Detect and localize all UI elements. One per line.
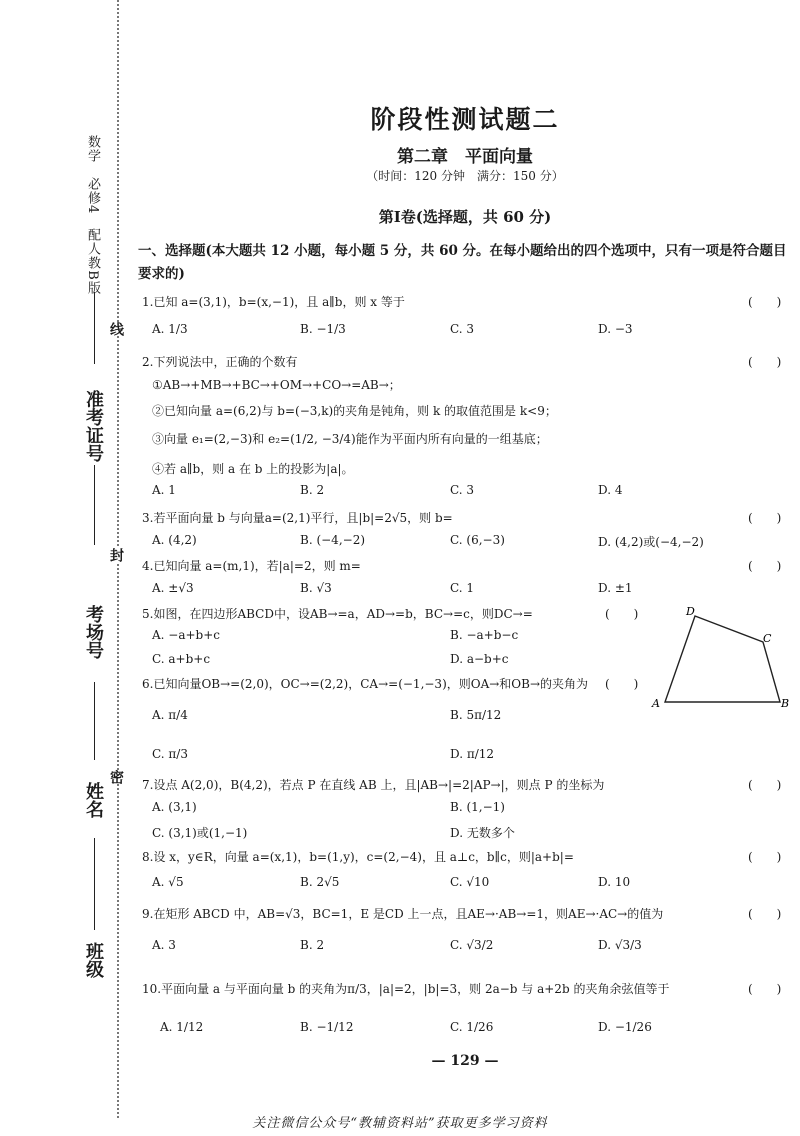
field-exam-id: 准考证号 bbox=[83, 390, 104, 462]
q9-option-d: D. √3/3 bbox=[598, 938, 642, 952]
answer-blank-1[interactable]: ( ) bbox=[748, 295, 782, 309]
time-info: （时间：120 分钟 满分：150 分） bbox=[366, 169, 564, 183]
question-7: 7.设点 A(2,0)，B(4,2)，若点 P 在直线 AB 上，且|AB→|=2|AP→|，则点 P 的坐标为 bbox=[142, 778, 605, 792]
vertex-label-c: C bbox=[763, 632, 772, 645]
q6-option-a: A. π/4 bbox=[152, 708, 188, 722]
answer-blank-4[interactable]: ( ) bbox=[748, 559, 782, 573]
q3-option-a: A. (4,2) bbox=[152, 533, 197, 547]
q8-option-b: B. 2√5 bbox=[300, 875, 340, 889]
question-10: 10.平面向量 a 与平面向量 b 的夹角为π/3，|a|=2，|b|=3，则 2a−b 与 a+2b 的夹角余弦值等于 bbox=[142, 982, 670, 996]
question-6: 6.已知向量OB→=(2,0)，OC→=(2,2)，CA→=(−1,−3)，则OA→和OB→的夹角为 bbox=[142, 677, 589, 691]
q8-option-a: A. √5 bbox=[152, 875, 184, 889]
question-5: 5.如图，在四边形ABCD中，设AB→=a，AD→=b，BC→=c，则DC→= bbox=[142, 607, 533, 621]
page-number: — 129 — bbox=[431, 1053, 499, 1069]
chapter-title: 第二章 平面向量 bbox=[397, 147, 533, 167]
q1-option-c: C. 3 bbox=[450, 322, 475, 336]
q3-option-d: D. (4,2)或(−4,−2) bbox=[598, 535, 704, 549]
question-1: 1.已知 a=(3,1)，b=(x,−1)，且 a∥b，则 x 等于 bbox=[142, 295, 405, 309]
q8-option-c: C. √10 bbox=[450, 875, 490, 889]
q3-option-b: B. (−4,−2) bbox=[300, 533, 366, 547]
seal-char-seal: 封 bbox=[108, 548, 124, 562]
q4-option-d: D. ±1 bbox=[598, 581, 633, 595]
seal-char-line: 线 bbox=[108, 322, 124, 336]
q2-option-d: D. 4 bbox=[598, 483, 623, 497]
q9-option-a: A. 3 bbox=[152, 938, 176, 952]
q6-option-c: C. π/3 bbox=[152, 747, 188, 761]
q6-option-b: B. 5π/12 bbox=[450, 708, 502, 722]
vertex-label-d: D bbox=[686, 605, 695, 618]
q2-statement-4: ④若 a∥b，则 a 在 b 上的投影为|a|。 bbox=[152, 462, 354, 476]
vertex-label-a: A bbox=[652, 697, 660, 710]
answer-blank-2[interactable]: ( ) bbox=[748, 355, 782, 369]
question-3: 3.若平面向量 b 与向量a=(2,1)平行，且|b|=2√5，则 b= bbox=[142, 511, 453, 525]
q7-option-d: D. 无数多个 bbox=[450, 826, 515, 840]
q5-option-b: B. −a+b−c bbox=[450, 628, 519, 642]
q9-option-c: C. √3/2 bbox=[450, 938, 494, 952]
answer-blank-10[interactable]: ( ) bbox=[748, 982, 782, 996]
q2-statement-2: ②已知向量 a=(6,2)与 b=(−3,k)的夹角是钝角，则 k 的取值范围是 k<9； bbox=[152, 404, 557, 418]
q3-option-c: C. (6,−3) bbox=[450, 533, 505, 547]
q2-option-c: C. 3 bbox=[450, 483, 475, 497]
section-heading: 一、选择题(本大题共 12 小题，每小题 5 分，共 60 分。在每小题给出的四个选项中，只有一项是符合题目要求的) bbox=[138, 243, 787, 282]
answer-blank-5[interactable]: ( ) bbox=[605, 607, 639, 621]
answer-blank-9[interactable]: ( ) bbox=[748, 907, 782, 921]
q2-option-b: B. 2 bbox=[300, 483, 325, 497]
q5-option-c: C. a+b+c bbox=[152, 652, 211, 666]
q7-option-b: B. (1,−1) bbox=[450, 800, 505, 814]
answer-blank-6[interactable]: ( ) bbox=[605, 677, 639, 691]
q2-option-a: A. 1 bbox=[152, 483, 176, 497]
q8-option-d: D. 10 bbox=[598, 875, 631, 889]
q10-option-d: D. −1/26 bbox=[598, 1020, 652, 1034]
question-9: 9.在矩形 ABCD 中，AB=√3，BC=1，E 是CD 上一点，且AE→·AB→=1，则AE→·AC→的值为 bbox=[142, 907, 664, 921]
field-name: 姓名 bbox=[83, 782, 104, 818]
q10-option-c: C. 1/26 bbox=[450, 1020, 494, 1034]
quadrilateral-figure bbox=[650, 600, 800, 715]
q1-option-d: D. −3 bbox=[598, 322, 633, 336]
q5-option-a: A. −a+b+c bbox=[152, 628, 221, 642]
q4-option-c: C. 1 bbox=[450, 581, 475, 595]
vertex-label-b: B bbox=[781, 697, 790, 710]
q10-option-a: A. 1/12 bbox=[160, 1020, 204, 1034]
page-title: 阶段性测试题二 bbox=[370, 105, 560, 134]
q1-option-b: B. −1/3 bbox=[300, 322, 346, 336]
volume-title: 第Ⅰ卷(选择题，共 60 分) bbox=[378, 208, 552, 226]
q5-option-d: D. a−b+c bbox=[450, 652, 509, 666]
field-line-2 bbox=[94, 465, 95, 545]
q9-option-b: B. 2 bbox=[300, 938, 325, 952]
q1-option-a: A. 1/3 bbox=[152, 322, 188, 336]
q4-option-b: B. √3 bbox=[300, 581, 332, 595]
q7-option-a: A. (3,1) bbox=[152, 800, 197, 814]
q4-option-a: A. ±√3 bbox=[152, 581, 194, 595]
q2-statement-1: ①AB→+MB→+BC→+OM→+CO→=AB→； bbox=[152, 378, 401, 392]
quadrilateral-abcd bbox=[665, 616, 780, 702]
answer-blank-3[interactable]: ( ) bbox=[748, 511, 782, 525]
q7-option-c: C. (3,1)或(1,−1) bbox=[152, 826, 248, 840]
q10-option-b: B. −1/12 bbox=[300, 1020, 354, 1034]
field-room: 考场号 bbox=[83, 605, 104, 659]
q2-statement-3: ③向量 e₁=(2,−3)和 e₂=(1/2, −3/4)能作为平面内所有向量的一组基底； bbox=[152, 432, 548, 446]
answer-blank-8[interactable]: ( ) bbox=[748, 850, 782, 864]
footer-note: 关注微信公众号“教辅资料站”获取更多学习资料 bbox=[252, 1116, 548, 1131]
field-line-4 bbox=[94, 838, 95, 930]
field-line-3 bbox=[94, 682, 95, 760]
q6-option-d: D. π/12 bbox=[450, 747, 495, 761]
field-line-1 bbox=[94, 292, 95, 364]
seal-char-secret: 密 bbox=[108, 770, 124, 784]
field-class: 班级 bbox=[83, 942, 104, 978]
question-8: 8.设 x，y∈R，向量 a=(x,1)，b=(1,y)，c=(2,−4)，且 a⊥c，b∥c，则|a+b|= bbox=[142, 850, 574, 864]
answer-blank-7[interactable]: ( ) bbox=[748, 778, 782, 792]
question-4: 4.已知向量 a=(m,1)，若|a|=2，则 m= bbox=[142, 559, 361, 573]
question-2: 2.下列说法中，正确的个数有 bbox=[142, 355, 298, 369]
subject-label: 数学 必修4 配人教B版 bbox=[85, 135, 100, 295]
